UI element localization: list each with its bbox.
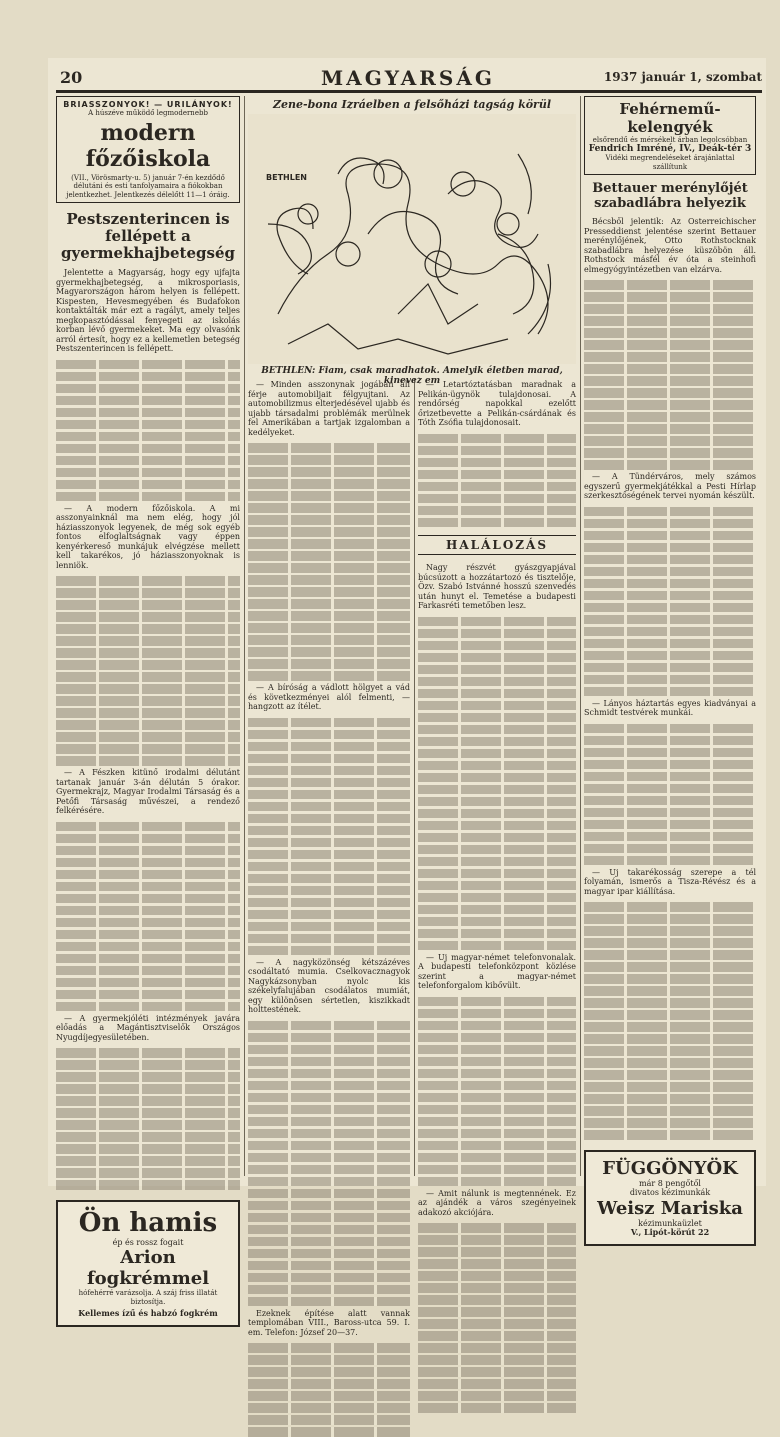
ad-kicker: BRIASSZONYOK! — URILÁNYOK! [63,100,233,109]
page-number: 20 [60,68,83,87]
ad-headline: FÜGGÖNYÖK [602,1157,738,1179]
ad-title: Fehérnemű-kelengyék [619,100,721,136]
ad-address: V., Lipót-körút 22 [630,1227,710,1237]
deaths-heading: HALÁLOZÁS [418,535,576,555]
masthead [48,66,766,90]
ad-subtitle: kézimunkaüzlet [638,1218,702,1228]
story-paragraph: Jelentette a Magyarság, hogy egy ujfajta gyermekhajbetegség, a mikrosporiasis, Magyarországon három helyen is fellépett. Kispesten, Hevesmegyében és Budafokon kontaktálták már ezt a ragályt, amely teljes megkopasztódással fenyegeti az iskolás korban lévő gyermekeket. Ma egy olvasónk arról értesít, hogy ez a kellemetlen betegség Pestszenterincen is fellépett. [56,268,240,353]
lingerie-ad [584,96,756,175]
story-paragraph: — Minden asszonynak jogában áll férje automobiljait félgyujtani. Az automobilizmus elterjedésével ujabb és ujabb társadalmi problémák merülnek fel Amerikában a tartjak izgalomban a kedélyeket. [248,380,410,437]
ad-subtitle: elsőrendű és mérsékelt árban legolcsóbban [592,136,748,144]
ad-brand: Weisz Mariska [597,1197,743,1219]
column-divider [414,378,415,1176]
story-paragraph: — Amit nálunk is megtennének. Ez az ajándék a város szegényeinek adakozó akciójára. [418,1188,576,1217]
ad-line: már 8 pengőtől [639,1178,701,1188]
ad-text: hófehérré varázsolja. A száj friss illatát biztosítja. [78,1289,218,1306]
ad-footer: Vidéki megrendeléseket árajánlattal szállítunk [605,154,735,171]
story-paragraph: — Letartóztatásban maradnak a Pelikán-ügynök tulajdonosai. A rendőrség napokkal ezelőtt őrizetbevette a Pelikán-csárdának és Tóth Zsófia tulajdonosait. [418,380,576,427]
dateline: 1937 január 1, szombat [603,70,762,84]
story-paragraph: — Uj takarékosság szerepe a tél folyamán, ismerős a Tisza-Révész és a magyar ipar kiállítása. [584,867,756,896]
ad-line: divatos kézimunkák [629,1188,711,1197]
ad-title: modern főzőiskola [85,119,211,172]
cartoon-title: Zene-bona Izráelben a felsőházi tagság körül [272,98,552,111]
column-1 [56,96,240,1318]
column-divider [244,96,245,1176]
ad-subtitle: A húszéve működő legmodernebb [88,109,208,117]
column-4 [584,96,756,1237]
story-paragraph: — A modern főzőiskola. A mi asszonyainknál ma nem elég, hogy jól háziasszonyok legyenek, de még sok egyéb fontos elfoglaltságnak vagy éppen kenyérkereső munkájuk elvégzése mellett kell takarékos, jó háziasszonyoknak is lenniök. [56,503,240,570]
ad-headline: Ön hamis [78,1207,218,1238]
cartoon-caption: BETHLEN: Fiam, csak maradhatok. Amelyik életben marad, kinevez em [261,366,563,386]
cartoon-background [248,114,576,364]
ad-address: Fendrich Imréné, IV., Deák-tér 3 [588,143,752,154]
newspaper-page [48,58,766,1337]
cartoon-illustration [248,114,576,364]
curtains-ad [584,1150,756,1246]
toothpaste-ad [56,1200,240,1327]
cooking-school-ad [56,96,240,203]
story-paragraph: — Lányos háztartás egyes kiadványai a Schmidt testvérek munkái. [584,698,756,717]
story-paragraph: — A gyermekjóléti intézmények javára előadás a Magántisztviselők Országos Nyugdíjegyesületében. [56,1013,240,1042]
story-headline: Pestszenterincen is fellépett a gyermekhajbetegség [61,210,235,262]
story-paragraph: — A nagyközönség kétszázéves csodáltató mumia. Cselkovacznagyok Nagykázsonyban nyolc kis székelyfalujában csodálatos mumiát, egy különösen sértetlen, kiszikkadt holttestének. [248,957,410,1014]
ad-line: ép és rossz fogait [112,1237,184,1247]
cartoon-label: BETHLEN [266,173,307,182]
story-paragraph: — A Tündérváros, mely számos egyszerű gyermekjátékkal a Pesti Hírlap szerkesztőségének tervei nyomán készült. [584,472,756,500]
column-divider [580,96,581,1176]
story-paragraph: Bécsből jelentik: Az Osterreichischer Presseddienst jelentése szerint Bettauer merénylőjének, Otto Rothstocknak szabadlábra helyezése küszöbön áll. Rothstock másfél év óta a steinhofi elmegyógyintézetben van elzárva. [584,217,756,274]
story-paragraph: Ezeknek építése alatt vannak templomában VIII., Baross-utca 59. I. em. Telefon: József 20—37. [248,1308,410,1337]
story-headline: Bettauer merénylőjét szabadlábra helyezik [592,181,748,211]
masthead-rule [56,90,762,93]
paper-name: MAGYARSÁG [321,66,495,90]
ad-address: (VII., Vörösmarty-u. 5) január 7-én kezdődő délutáni és esti tanfolyamaira a fiókokban jelentkezhet. Jelentkezés délelőtt 11—1 óráig. [66,173,230,199]
ad-footer: Kellemes ízű és habzó fogkrém [78,1308,218,1318]
story-paragraph: — A Fészken kitünő irodalmi délutánt tartanak január 3-án délután 5 órakor. Gyermekrajz, Magyar Irodalmi Társaság és a Petőfi Társaság művészei, a rendező felkérésére. [56,768,240,815]
story-paragraph: — Uj magyar-német telefonvonalak. A budapesti telefonközpont közlése szerint a magyar-német telefonforgalom kibővült. [418,952,576,990]
story-paragraph: — A bíróság a vádlott hölgyet a vád és következményei alól felmenti, — hangzott az ítélet. [248,683,410,711]
column-2 [248,380,410,1337]
ad-brand: Arion fogkrémmel [86,1247,210,1289]
column-3 [418,380,576,1217]
story-paragraph: Nagy részvét gyászgyapjával búcsúzott a hozzátartozó és tisztelője, Özv. Szabó Istvánné hosszú szenvedés után hunyt el. Temetése a budapesti Farkasréti temetőben lesz. [418,563,576,610]
